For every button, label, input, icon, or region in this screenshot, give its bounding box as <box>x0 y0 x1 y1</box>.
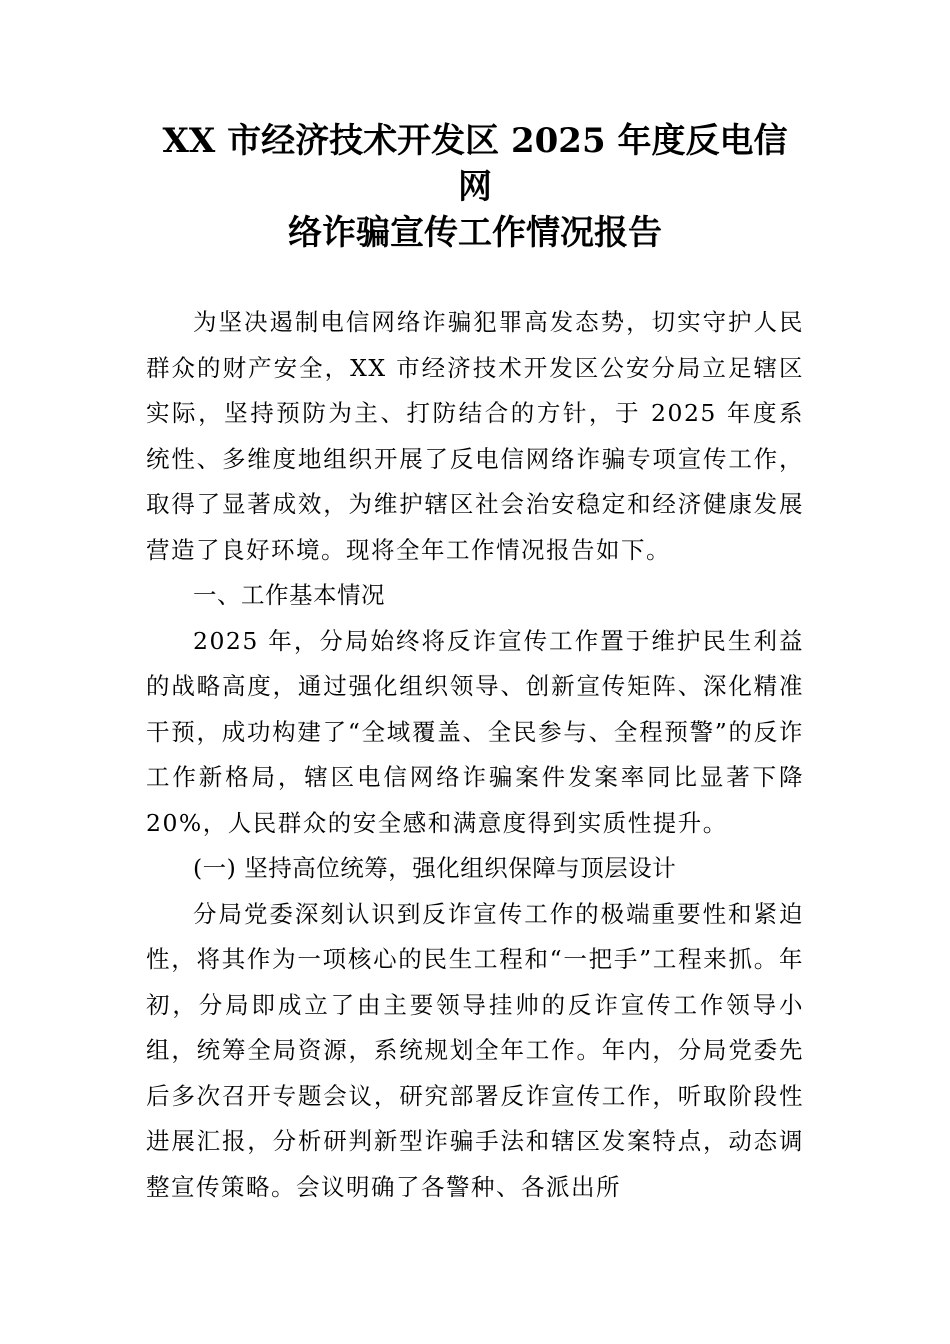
title-line-1: XX 市经济技术开发区 2025 年度反电信网 <box>162 121 788 207</box>
subsection-1-heading: (一) 坚持高位统筹，强化组织保障与顶层设计 <box>193 854 677 882</box>
subsection-1-paragraph: 分局党委深刻认识到反诈宣传工作的极端重要性和紧迫性，将其作为一项核心的民生工程和“一把手”工程来抓。年初，分局即成立了由主要领导挂帅的反诈宣传工作领导小组，统筹全局资源，系统规划全年工作。年内，分局党委先后多次召开专题会议，研究部署反诈宣传工作，听取阶段性进展汇报，分析研判新型诈骗手法和辖区发案特点，动态调整宣传策略。会议明确了各警种、各派出所 <box>146 899 804 1201</box>
title-line-2: 络诈骗宣传工作情况报告 <box>288 213 662 253</box>
document-title <box>146 118 804 256</box>
section-1-paragraph: 2025 年，分局始终将反诈宣传工作置于维护民生利益的战略高度，通过强化组织领导、创新宣传矩阵、深化精准干预，成功构建了“全域覆盖、全民参与、全程预警”的反诈工作新格局，辖区电信网络诈骗案件发案率同比显著下降 20%，人民群众的安全感和满意度得到实质性提升。 <box>146 626 804 837</box>
document-body <box>146 300 804 1210</box>
section-1-heading: 一、工作基本情况 <box>193 581 385 609</box>
intro-paragraph: 为坚决遏制电信网络诈骗犯罪高发态势，切实守护人民群众的财产安全，XX 市经济技术开发区公安分局立足辖区实际，坚持预防为主、打防结合的方针，于 2025 年度系统性、多维度地组织开展了反电信网络诈骗专项宣传工作，取得了显著成效，为维护辖区社会治安稳定和经济健康发展营造了良好环境。现将全年工作情况报告如下。 <box>146 308 804 564</box>
